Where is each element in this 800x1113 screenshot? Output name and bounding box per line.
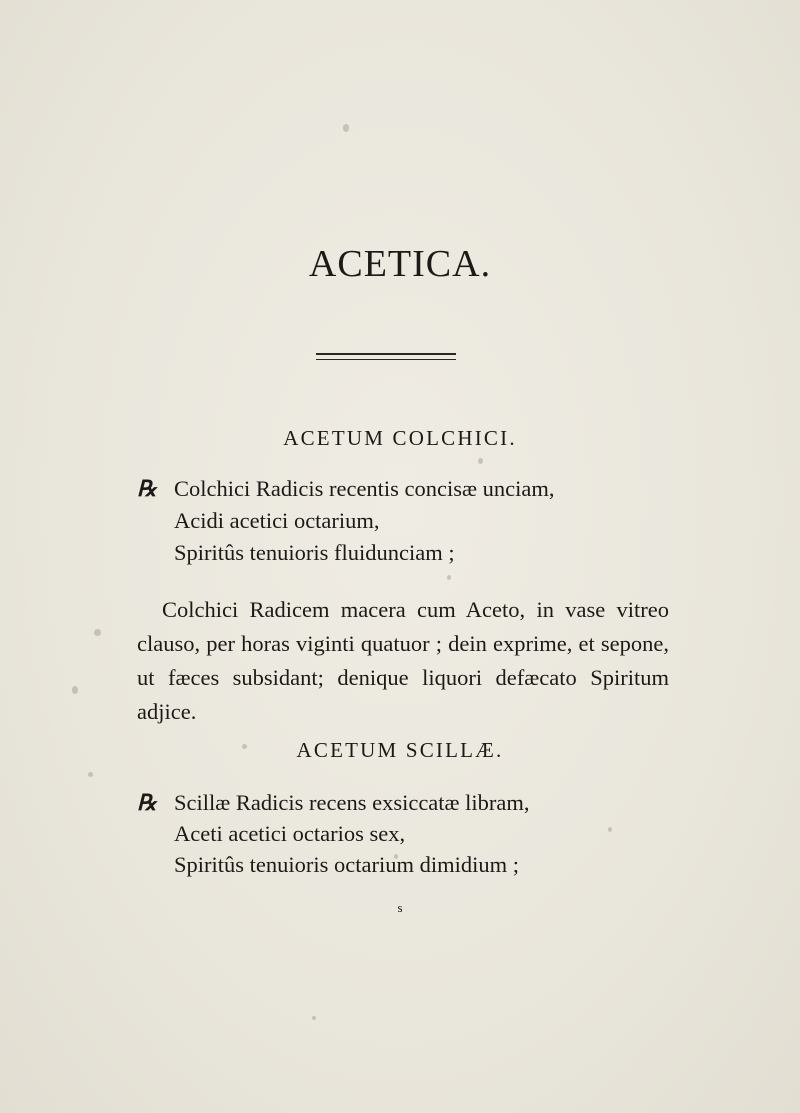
method-text: Colchici Radicem macera cum Aceto, in vase vitreo clauso, per horas viginti quatuor ; dein exprime, et sepone, ut fæces subsidant; denique liquori defæcato Spiritum adjice. <box>137 597 669 724</box>
ingredient-line: Spiritûs tenuioris fluidunciam ; <box>174 540 455 565</box>
ingredient-line: Colchici Radicis recentis concisæ unciam, <box>174 476 555 501</box>
recipe-symbol: ℞ <box>137 476 157 501</box>
ingredient-line: Spiritûs tenuioris octarium dimidium ; <box>174 852 519 877</box>
foxing-spot <box>478 458 483 464</box>
method-paragraph <box>137 593 669 729</box>
foxing-spot <box>343 124 349 132</box>
recipe-symbol: ℞ <box>137 790 157 815</box>
double-rule-thick <box>316 353 456 355</box>
ingredient-line: Aceti acetici octarios sex, <box>174 821 406 846</box>
double-rule-thin <box>316 359 456 360</box>
foxing-spot <box>88 772 93 777</box>
foxing-spot <box>72 686 78 694</box>
foxing-spot <box>94 629 101 636</box>
foxing-spot <box>608 827 612 832</box>
foxing-spot <box>312 1016 316 1020</box>
ingredient-line: Acidi acetici octarium, <box>174 508 380 533</box>
recipe-title-acetum-scillae: ACETUM SCILLÆ. <box>296 738 504 762</box>
signature-mark: s <box>397 900 403 915</box>
ingredient-line: Scillæ Radicis recens exsiccatæ libram, <box>174 790 530 815</box>
recipe-title-acetum-colchici: ACETUM COLCHICI. <box>283 426 517 450</box>
section-title: ACETICA. <box>308 243 492 285</box>
foxing-spot <box>447 575 451 580</box>
